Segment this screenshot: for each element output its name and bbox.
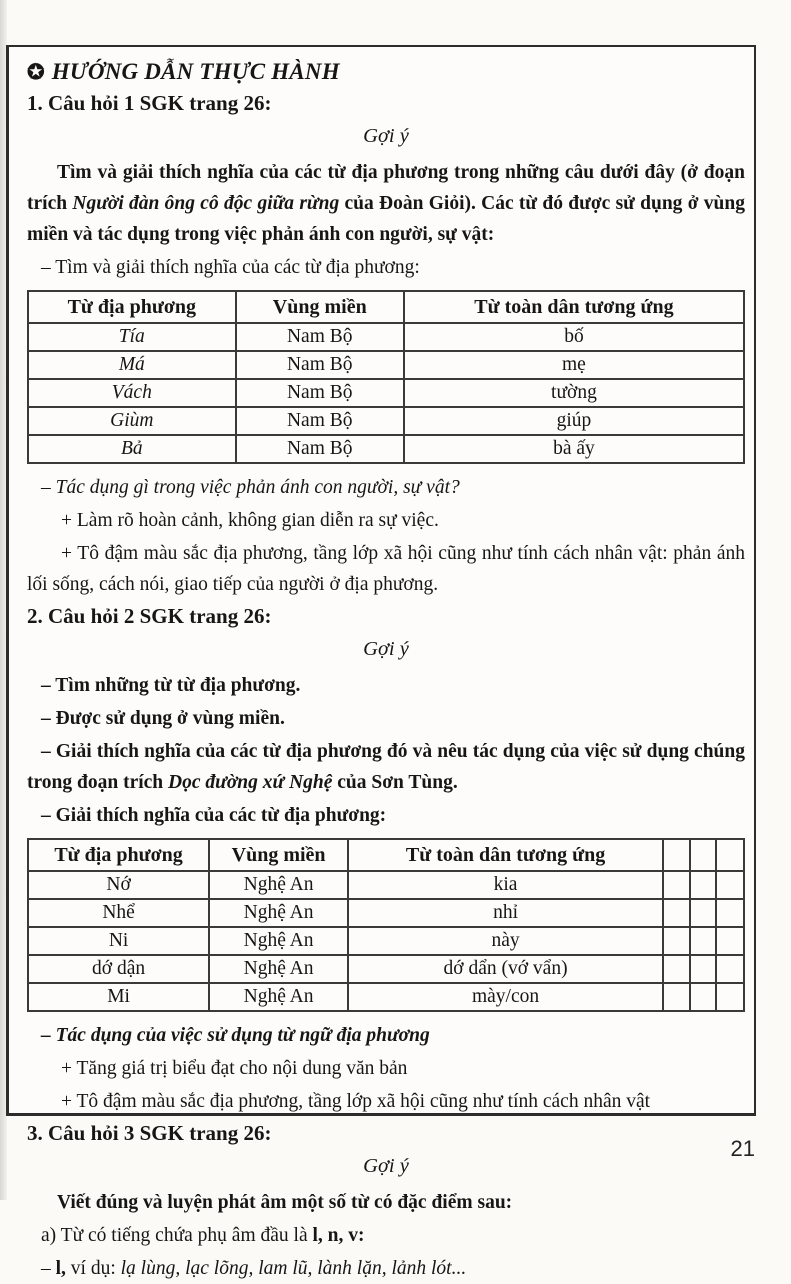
- table-cell: bố: [404, 323, 744, 351]
- column-header: Vùng miền: [209, 839, 348, 871]
- column-header: Từ toàn dân tương ứng: [404, 291, 744, 323]
- dash: –: [41, 1258, 56, 1279]
- table-cell: [663, 871, 689, 899]
- table-cell: kia: [348, 871, 663, 899]
- table-header-row: [28, 839, 744, 871]
- column-header: Từ toàn dân tương ứng: [348, 839, 663, 871]
- table-cell: Nam Bộ: [236, 379, 404, 407]
- table-row: [28, 983, 744, 1011]
- table-cell: [690, 899, 716, 927]
- table-row: [28, 871, 744, 899]
- table-cell: Nam Bộ: [236, 407, 404, 435]
- table-cell: bà ấy: [404, 435, 744, 463]
- table-header-row: [28, 291, 744, 323]
- page-number: 21: [730, 1136, 755, 1161]
- table-cell: Nghệ An: [209, 927, 348, 955]
- bullet-text: của Sơn Tùng.: [332, 772, 458, 793]
- table-cell: Ni: [28, 927, 209, 955]
- table-cell: Nam Bộ: [236, 351, 404, 379]
- intro-text: của Đoàn Giỏi). Các từ đó được sử dụng ở vùng miền và tác dụng trong việc phản ánh con người, sự vật:: [27, 193, 745, 245]
- letter-bold: l,: [55, 1258, 66, 1279]
- answer-point: + Tô đậm màu sắc địa phương, tầng lớp xã hội cũng như tính cách nhân vật: [61, 1091, 651, 1112]
- example-l-line: [27, 1253, 745, 1284]
- question-3-intro: Viết đúng và luyện phát âm một số từ có đặc điểm sau:: [57, 1192, 513, 1213]
- table-cell: [716, 927, 744, 955]
- table-row: [28, 899, 744, 927]
- consonants-bold: l, n, v:: [312, 1225, 365, 1246]
- bullet-line: – Tìm những từ từ địa phương.: [41, 675, 301, 696]
- table-cell: mày/con: [348, 983, 663, 1011]
- hint-label-1: Gợi ý: [363, 125, 409, 147]
- table-cell: [716, 983, 744, 1011]
- find-line: – Tìm và giải thích nghĩa của các từ địa phương:: [41, 257, 420, 278]
- table-cell: Mi: [28, 983, 209, 1011]
- answer-point: + Tăng giá trị biểu đạt cho nội dung văn bản: [61, 1058, 408, 1079]
- column-header: [690, 839, 716, 871]
- table-cell: nhỉ: [348, 899, 663, 927]
- table-row: [28, 407, 744, 435]
- table-cell: [663, 899, 689, 927]
- question-1-intro: [27, 157, 745, 250]
- answer-point: + Làm rõ hoàn cảnh, không gian diễn ra sự việc.: [61, 510, 439, 531]
- item-a-line: [27, 1220, 745, 1251]
- bullet-line: [27, 736, 745, 798]
- question-2-title: 2. Câu hỏi 2 SGK trang 26:: [27, 604, 272, 628]
- intro-text: Tìm và giải thích nghĩa của các từ địa phương trong những câu dưới đây (ở đoạn trích: [27, 162, 745, 214]
- effect-question: – Tác dụng gì trong việc phản ánh con người, sự vật?: [41, 477, 460, 498]
- table-cell: [690, 955, 716, 983]
- table-cell: [690, 983, 716, 1011]
- hint-label-2: Gợi ý: [363, 638, 409, 660]
- dialect-table-2: [27, 838, 745, 1012]
- bullet-line: – Được sử dụng ở vùng miền.: [41, 708, 285, 729]
- table-cell: Nghệ An: [209, 871, 348, 899]
- table-cell: mẹ: [404, 351, 744, 379]
- table-cell: [716, 899, 744, 927]
- table-cell: Má: [28, 351, 236, 379]
- table-cell: Nghệ An: [209, 955, 348, 983]
- table-cell: dớ dận: [28, 955, 209, 983]
- work-title: Người đàn ông cô độc giữa rừng: [72, 193, 340, 214]
- table-cell: này: [348, 927, 663, 955]
- table-cell: Bả: [28, 435, 236, 463]
- item-text: a) Từ có tiếng chứa phụ âm đầu là: [41, 1225, 313, 1246]
- question-3-title: 3. Câu hỏi 3 SGK trang 26:: [27, 1121, 272, 1145]
- question-1-title: 1. Câu hỏi 1 SGK trang 26:: [27, 91, 272, 115]
- table-cell: [690, 871, 716, 899]
- table-cell: Nhể: [28, 899, 209, 927]
- example-label: ví dụ:: [65, 1258, 121, 1279]
- section-heading-text: HƯỚNG DẪN THỰC HÀNH: [51, 59, 340, 84]
- table-cell: Nớ: [28, 871, 209, 899]
- table-cell: Nam Bộ: [236, 323, 404, 351]
- table-cell: Tía: [28, 323, 236, 351]
- table-cell: [663, 983, 689, 1011]
- table-cell: [663, 955, 689, 983]
- table-row: [28, 323, 744, 351]
- table-cell: [690, 927, 716, 955]
- table-cell: Giùm: [28, 407, 236, 435]
- answer-point: + Tô đậm màu sắc địa phương, tầng lớp xã hội cũng như tính cách nhân vật: phản ánh lối sống, cách nói, giao tiếp của người ở địa phương.: [27, 543, 745, 595]
- example-words: lạ lùng, lạc lõng, lam lũ, lành lặn, lảnh lót...: [120, 1258, 467, 1279]
- column-header: [716, 839, 744, 871]
- table-cell: tường: [404, 379, 744, 407]
- table-cell: [716, 955, 744, 983]
- bullet-text: – Giải thích nghĩa của các từ địa phương đó và nêu tác dụng của việc sử dụng chúng trong đoạn trích: [27, 741, 745, 793]
- table-row: [28, 351, 744, 379]
- table-row: [28, 435, 744, 463]
- bullet-line: – Giải thích nghĩa của các từ địa phương:: [41, 805, 387, 826]
- table-cell: dớ dẩn (vớ vẩn): [348, 955, 663, 983]
- table-row: [28, 927, 744, 955]
- column-header: Từ địa phương: [28, 839, 209, 871]
- table-cell: [663, 927, 689, 955]
- effect-title: – Tác dụng của việc sử dụng từ ngữ địa phương: [41, 1025, 430, 1046]
- table-cell: Nghệ An: [209, 983, 348, 1011]
- column-header: Vùng miền: [236, 291, 404, 323]
- table-cell: [716, 871, 744, 899]
- dialect-table-1: [27, 290, 745, 464]
- circled-star-icon: ✪: [27, 60, 45, 84]
- table-cell: Nam Bộ: [236, 435, 404, 463]
- column-header: Từ địa phương: [28, 291, 236, 323]
- column-header: [663, 839, 689, 871]
- table-cell: Vách: [28, 379, 236, 407]
- hint-label-3: Gợi ý: [363, 1155, 409, 1177]
- table-row: [28, 379, 744, 407]
- table-cell: Nghệ An: [209, 899, 348, 927]
- table-row: [28, 955, 744, 983]
- section-heading: [27, 59, 745, 85]
- work-title: Dọc đường xứ Nghệ: [168, 772, 333, 793]
- table-cell: giúp: [404, 407, 744, 435]
